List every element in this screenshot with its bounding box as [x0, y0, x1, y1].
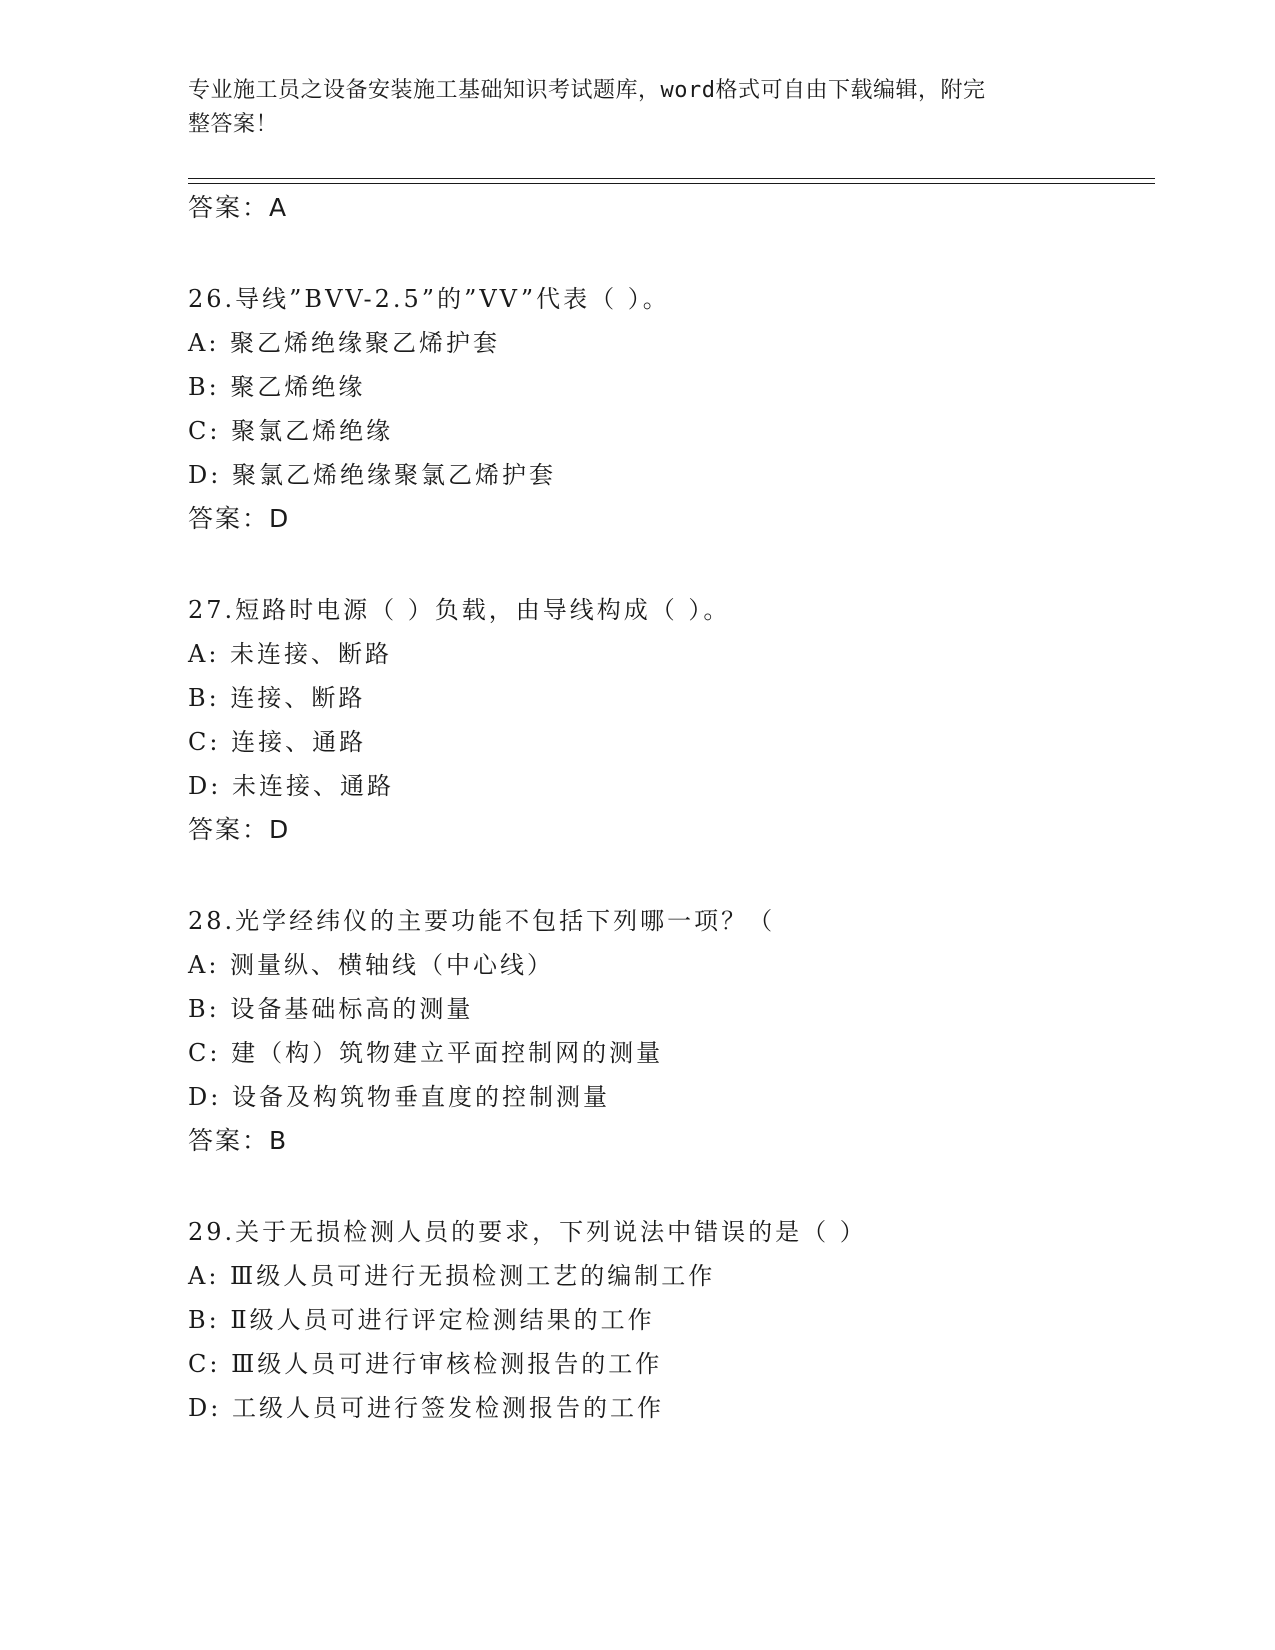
option-a: A: Ⅲ级人员可进行无损检测工艺的编制工作: [188, 1262, 716, 1290]
option-a: A: 测量纵、横轴线（中心线）: [188, 951, 555, 979]
option-c: C: 建（构）筑物建立平面控制网的测量: [188, 1039, 664, 1067]
option-b: B: Ⅱ级人员可进行评定检测结果的工作: [188, 1306, 655, 1334]
header-line-1: 专业施工员之设备安装施工基础知识考试题库，word格式可自由下载编辑，附完: [188, 78, 986, 103]
option-b: B: 聚乙烯绝缘: [188, 373, 366, 401]
header-divider-top: [188, 178, 1155, 179]
option-a: A: 聚乙烯绝缘聚乙烯护套: [188, 329, 501, 357]
option-d: D: 聚氯乙烯绝缘聚氯乙烯护套: [188, 461, 556, 489]
answer-label: 答案：D: [188, 504, 291, 533]
document-header: [188, 74, 1068, 142]
option-d: D: 设备及构筑物垂直度的控制测量: [188, 1083, 610, 1111]
question-stem: 26.导线”BVV-2.5”的”VV”代表（ ）。: [188, 285, 670, 313]
header-line-2: 整答案！: [188, 112, 279, 137]
option-b: B: 连接、断路: [188, 684, 366, 712]
answer-label: 答案：B: [188, 1126, 289, 1155]
option-d: D: 未连接、通路: [188, 772, 394, 800]
option-c: C: 聚氯乙烯绝缘: [188, 417, 394, 445]
question-stem: 29.关于无损检测人员的要求，下列说法中错误的是（ ）: [188, 1218, 867, 1246]
option-a: A: 未连接、断路: [188, 640, 393, 668]
question-stem: 27.短路时电源（ ）负载，由导线构成（ ）。: [188, 596, 731, 624]
question-stem: 28.光学经纬仪的主要功能不包括下列哪一项？（: [188, 907, 776, 935]
option-b: B: 设备基础标高的测量: [188, 995, 474, 1023]
answer-label: 答案：A: [188, 193, 289, 222]
answer-label: 答案：D: [188, 815, 291, 844]
option-d: D: 工级人员可进行签发检测报告的工作: [188, 1394, 664, 1422]
header-divider-bottom: [188, 183, 1155, 184]
option-c: C: Ⅲ级人员可进行审核检测报告的工作: [188, 1350, 663, 1378]
option-c: C: 连接、通路: [188, 728, 367, 756]
